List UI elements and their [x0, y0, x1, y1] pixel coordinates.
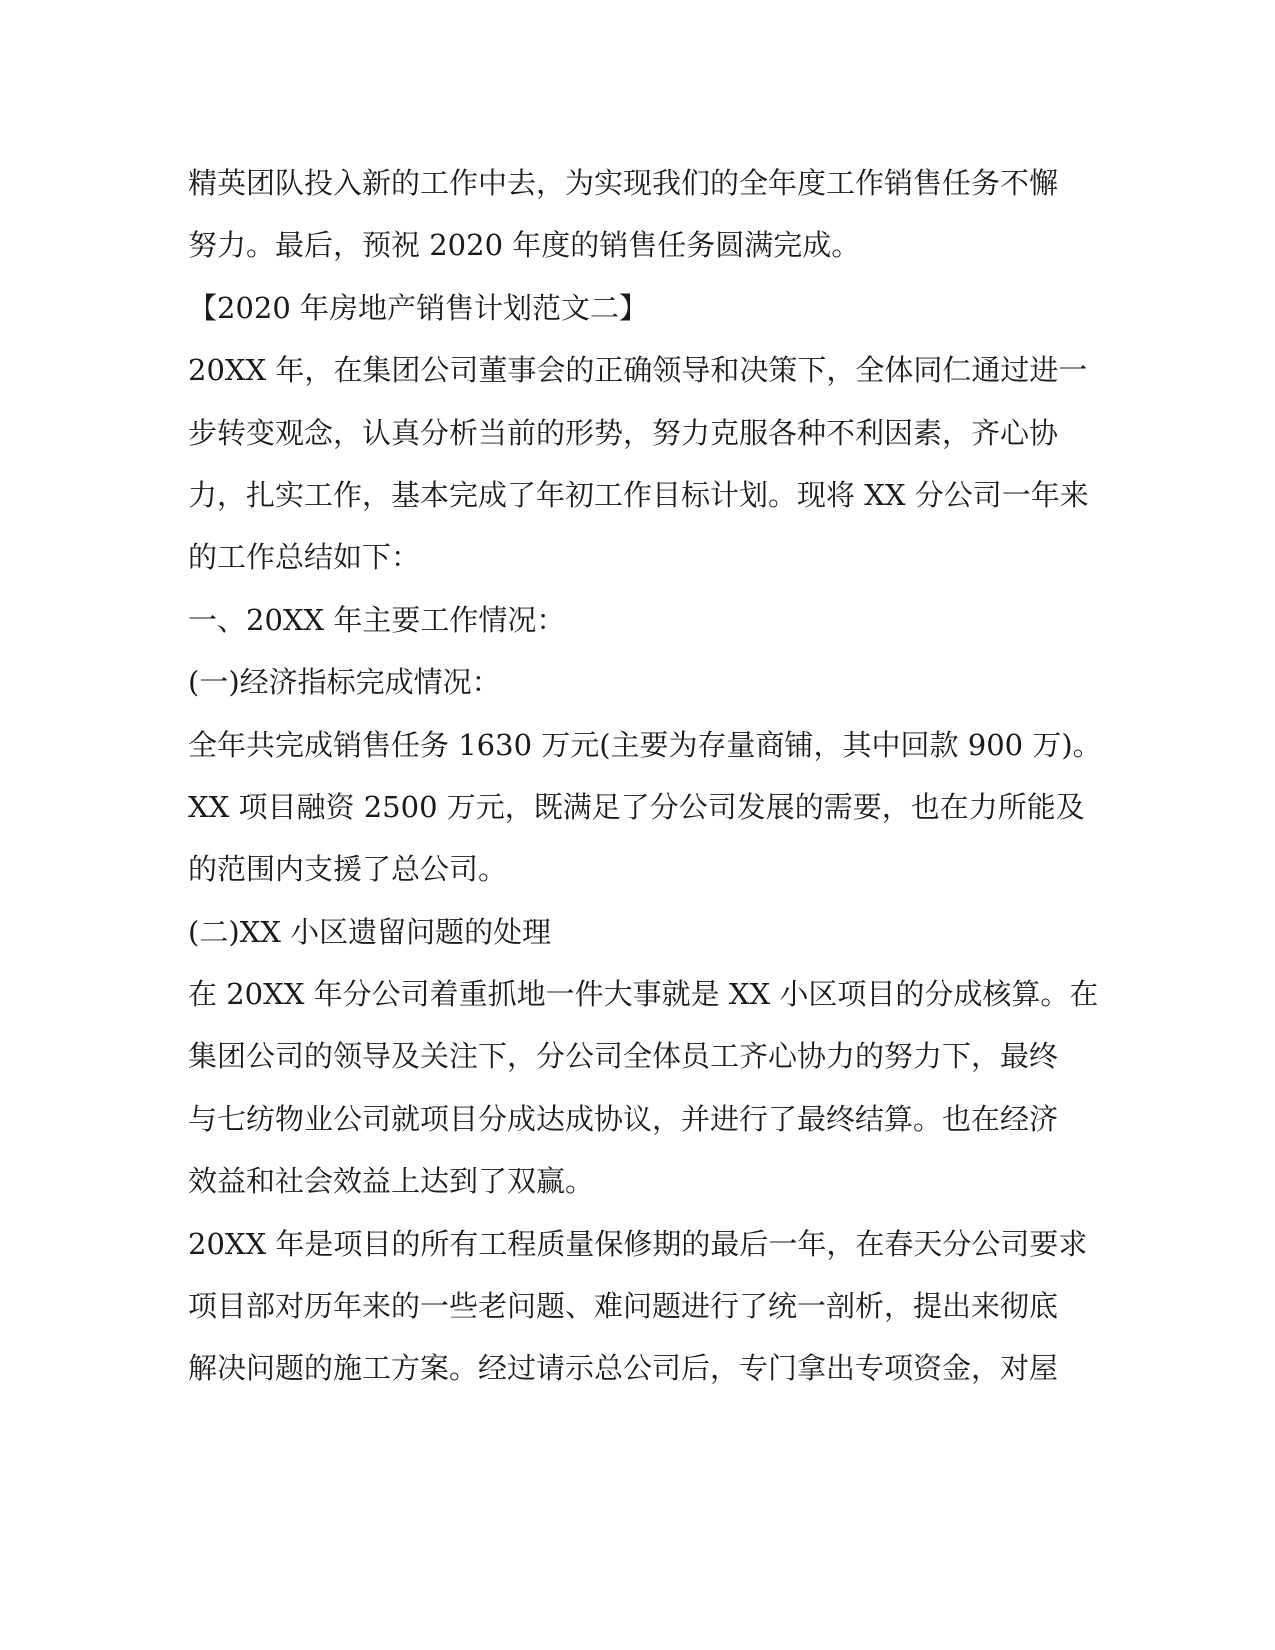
text-line: 的范围内支援了总公司。 [188, 852, 508, 887]
section-heading: 【2020 年房地产销售计划范文二】 [188, 290, 649, 325]
subheading: (一)经济指标完成情况： [188, 665, 501, 700]
text-line: XX 项目融资 2500 万元，既满足了分公司发展的需要，也在力所能及 [188, 789, 1085, 824]
text-line: 的工作总结如下： [188, 540, 421, 575]
text-line: 20XX 年是项目的所有工程质量保修期的最后一年，在春天分公司要求 [188, 1226, 1088, 1261]
text-line: 努力。最后，预祝 2020 年度的销售任务圆满完成。 [188, 228, 861, 263]
text-line: 20XX 年，在集团公司董事会的正确领导和决策下，全体同仁通过进一 [188, 353, 1088, 388]
subheading: (二)XX 小区遗留问题的处理 [188, 914, 552, 949]
text-line: 与七纺物业公司就项目分成达成协议，并进行了最终结算。也在经济 [188, 1101, 1059, 1136]
text-line: 项目部对历年来的一些老问题、难问题进行了统一剖析，提出来彻底 [188, 1289, 1059, 1324]
text-line: 精英团队投入新的工作中去，为实现我们的全年度工作销售任务不懈 [188, 166, 1059, 200]
text-line: 全年共完成销售任务 1630 万元(主要为存量商铺，其中回款 900 万)。 [188, 727, 1102, 762]
text-line: 解决问题的施工方案。经过请示总公司后，专门拿出专项资金，对屋 [188, 1351, 1059, 1386]
text-line: 力，扎实工作，基本完成了年初工作目标计划。现将 XX 分公司一年来 [188, 477, 1089, 512]
text-line: 集团公司的领导及关注下，分公司全体员工齐心协力的努力下，最终 [188, 1039, 1059, 1074]
text-line: 步转变观念，认真分析当前的形势，努力克服各种不利因素，齐心协 [188, 415, 1059, 450]
text-line: 在 20XX 年分公司着重抓地一件大事就是 XX 小区项目的分成核算。在 [188, 977, 1099, 1012]
text-line: 效益和社会效益上达到了双赢。 [188, 1164, 595, 1199]
body-text [188, 152, 1102, 1400]
subheading: 一、20XX 年主要工作情况： [188, 602, 566, 637]
